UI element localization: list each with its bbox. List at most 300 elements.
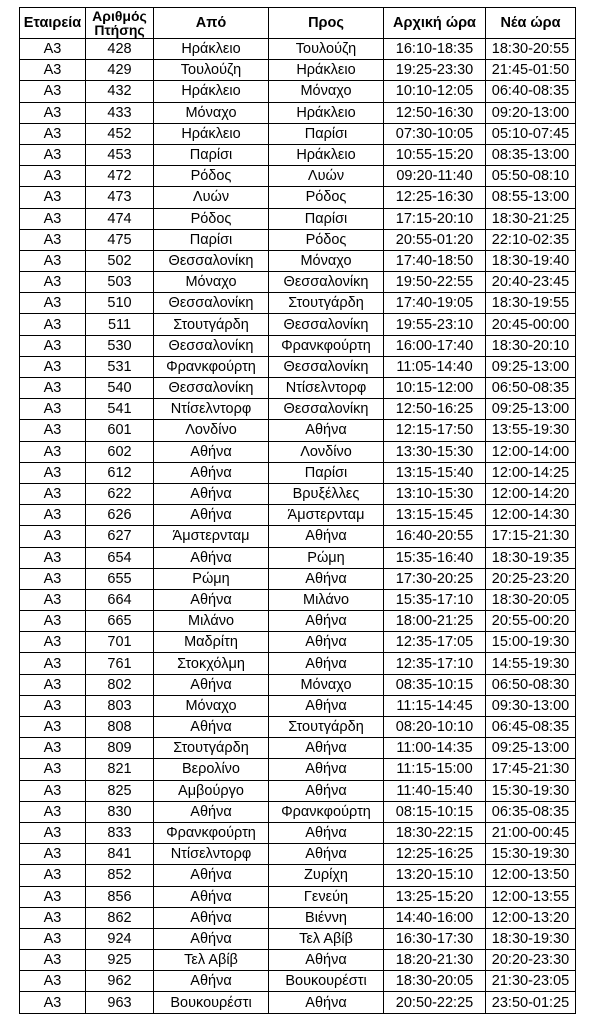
- table-row: [20, 928, 576, 949]
- airline-cell: A3: [20, 250, 86, 271]
- from-cell: Στουτγάρδη: [154, 738, 269, 759]
- airline-cell: A3: [20, 971, 86, 992]
- to-cell: Αθήνα: [269, 695, 384, 716]
- new-time-cell: 08:35-13:00: [486, 144, 576, 165]
- flight-number-cell: 654: [86, 547, 154, 568]
- airline-cell: A3: [20, 844, 86, 865]
- flight-number-cell: 530: [86, 335, 154, 356]
- to-cell: Θεσσαλονίκη: [269, 272, 384, 293]
- original-time-cell: 14:40-16:00: [384, 907, 486, 928]
- flight-number-cell: 856: [86, 886, 154, 907]
- original-time-cell: 08:20-10:10: [384, 717, 486, 738]
- table-header: [20, 8, 576, 39]
- from-cell: Αθήνα: [154, 886, 269, 907]
- new-time-cell: 18:30-20:55: [486, 39, 576, 60]
- to-cell: Αθήνα: [269, 632, 384, 653]
- new-time-cell: 20:40-23:45: [486, 272, 576, 293]
- to-cell: Λονδίνο: [269, 441, 384, 462]
- airline-cell: A3: [20, 483, 86, 504]
- from-cell: Ντίσελντορφ: [154, 844, 269, 865]
- table-row: [20, 314, 576, 335]
- from-cell: Ρόδος: [154, 208, 269, 229]
- table-row: [20, 547, 576, 568]
- new-time-cell: 12:00-13:50: [486, 865, 576, 886]
- original-time-cell: 11:00-14:35: [384, 738, 486, 759]
- airline-cell: A3: [20, 865, 86, 886]
- from-cell: Αθήνα: [154, 505, 269, 526]
- table-row: [20, 759, 576, 780]
- new-time-cell: 06:35-08:35: [486, 801, 576, 822]
- new-time-cell: 09:25-13:00: [486, 399, 576, 420]
- header-flight-number: [86, 8, 154, 39]
- new-time-cell: 13:55-19:30: [486, 420, 576, 441]
- new-time-cell: 15:00-19:30: [486, 632, 576, 653]
- to-cell: Βιέννη: [269, 907, 384, 928]
- from-cell: Μόναχο: [154, 272, 269, 293]
- to-cell: Βρυξέλλες: [269, 483, 384, 504]
- from-cell: Τελ Αβίβ: [154, 950, 269, 971]
- new-time-cell: 20:25-23:20: [486, 568, 576, 589]
- airline-cell: A3: [20, 166, 86, 187]
- table-row: [20, 695, 576, 716]
- from-cell: Ντίσελντορφ: [154, 399, 269, 420]
- table-row: [20, 907, 576, 928]
- airline-cell: A3: [20, 653, 86, 674]
- original-time-cell: 13:20-15:10: [384, 865, 486, 886]
- flight-number-cell: 962: [86, 971, 154, 992]
- table-row: [20, 39, 576, 60]
- table-row: [20, 717, 576, 738]
- airline-cell: A3: [20, 81, 86, 102]
- from-cell: Θεσσαλονίκη: [154, 250, 269, 271]
- new-time-cell: 06:45-08:35: [486, 717, 576, 738]
- new-time-cell: 18:30-21:25: [486, 208, 576, 229]
- flight-number-cell: 452: [86, 123, 154, 144]
- table-row: [20, 950, 576, 971]
- flight-number-cell: 862: [86, 907, 154, 928]
- flight-number-cell: 472: [86, 166, 154, 187]
- flight-number-cell: 511: [86, 314, 154, 335]
- airline-cell: A3: [20, 229, 86, 250]
- to-cell: Μόναχο: [269, 81, 384, 102]
- airline-cell: A3: [20, 399, 86, 420]
- new-time-cell: 05:50-08:10: [486, 166, 576, 187]
- table-row: [20, 801, 576, 822]
- table-row: [20, 229, 576, 250]
- flight-number-cell: 601: [86, 420, 154, 441]
- table-row: [20, 208, 576, 229]
- from-cell: Αθήνα: [154, 907, 269, 928]
- flight-number-cell: 473: [86, 187, 154, 208]
- table-row: [20, 483, 576, 504]
- airline-cell: A3: [20, 505, 86, 526]
- flight-number-cell: 802: [86, 674, 154, 695]
- to-cell: Βουκουρέστι: [269, 971, 384, 992]
- table-row: [20, 505, 576, 526]
- airline-cell: A3: [20, 123, 86, 144]
- flight-number-cell: 963: [86, 992, 154, 1013]
- table-row: [20, 293, 576, 314]
- from-cell: Αθήνα: [154, 865, 269, 886]
- header-airline: Εταιρεία: [20, 8, 86, 39]
- flight-number-cell: 474: [86, 208, 154, 229]
- flight-number-cell: 655: [86, 568, 154, 589]
- to-cell: Ζυρίχη: [269, 865, 384, 886]
- to-cell: Μόναχο: [269, 674, 384, 695]
- new-time-cell: 09:25-13:00: [486, 356, 576, 377]
- from-cell: Ρώμη: [154, 568, 269, 589]
- table-row: [20, 632, 576, 653]
- table-row: [20, 81, 576, 102]
- to-cell: Τουλούζη: [269, 39, 384, 60]
- to-cell: Αθήνα: [269, 738, 384, 759]
- to-cell: Αθήνα: [269, 950, 384, 971]
- flight-number-cell: 432: [86, 81, 154, 102]
- original-time-cell: 19:25-23:30: [384, 60, 486, 81]
- original-time-cell: 18:30-20:05: [384, 971, 486, 992]
- to-cell: Στουτγάρδη: [269, 717, 384, 738]
- airline-cell: A3: [20, 441, 86, 462]
- table-row: [20, 568, 576, 589]
- airline-cell: A3: [20, 293, 86, 314]
- new-time-cell: 12:00-14:20: [486, 483, 576, 504]
- table-row: [20, 272, 576, 293]
- to-cell: Λυών: [269, 166, 384, 187]
- to-cell: Αθήνα: [269, 526, 384, 547]
- header-row: [20, 8, 576, 39]
- new-time-cell: 12:00-14:30: [486, 505, 576, 526]
- original-time-cell: 12:35-17:05: [384, 632, 486, 653]
- flight-number-cell: 510: [86, 293, 154, 314]
- original-time-cell: 10:55-15:20: [384, 144, 486, 165]
- table-row: [20, 738, 576, 759]
- table-row: [20, 378, 576, 399]
- to-cell: Αθήνα: [269, 822, 384, 843]
- original-time-cell: 20:55-01:20: [384, 229, 486, 250]
- flight-number-cell: 761: [86, 653, 154, 674]
- airline-cell: A3: [20, 60, 86, 81]
- from-cell: Θεσσαλονίκη: [154, 293, 269, 314]
- from-cell: Λονδίνο: [154, 420, 269, 441]
- table-row: [20, 780, 576, 801]
- table-row: [20, 166, 576, 187]
- flight-number-cell: 540: [86, 378, 154, 399]
- airline-cell: A3: [20, 208, 86, 229]
- to-cell: Θεσσαλονίκη: [269, 399, 384, 420]
- to-cell: Άμστερνταμ: [269, 505, 384, 526]
- from-cell: Τουλούζη: [154, 60, 269, 81]
- from-cell: Ηράκλειο: [154, 39, 269, 60]
- flight-number-cell: 664: [86, 589, 154, 610]
- to-cell: Ρόδος: [269, 229, 384, 250]
- to-cell: Μιλάνο: [269, 589, 384, 610]
- airline-cell: A3: [20, 547, 86, 568]
- from-cell: Στουτγάρδη: [154, 314, 269, 335]
- airline-cell: A3: [20, 695, 86, 716]
- new-time-cell: 18:30-19:40: [486, 250, 576, 271]
- airline-cell: A3: [20, 759, 86, 780]
- original-time-cell: 16:30-17:30: [384, 928, 486, 949]
- airline-cell: A3: [20, 992, 86, 1013]
- table-row: [20, 971, 576, 992]
- new-time-cell: 18:30-20:05: [486, 589, 576, 610]
- original-time-cell: 11:15-15:00: [384, 759, 486, 780]
- table-row: [20, 992, 576, 1013]
- new-time-cell: 18:30-19:30: [486, 928, 576, 949]
- header-original-time: Αρχική ώρα: [384, 8, 486, 39]
- table-row: [20, 399, 576, 420]
- original-time-cell: 17:30-20:25: [384, 568, 486, 589]
- to-cell: Γενεύη: [269, 886, 384, 907]
- original-time-cell: 13:25-15:20: [384, 886, 486, 907]
- table-row: [20, 653, 576, 674]
- from-cell: Βερολίνο: [154, 759, 269, 780]
- flight-number-cell: 665: [86, 611, 154, 632]
- header-flight-number-line1: Αριθμός: [92, 8, 147, 24]
- original-time-cell: 12:25-16:30: [384, 187, 486, 208]
- new-time-cell: 09:20-13:00: [486, 102, 576, 123]
- new-time-cell: 18:30-19:55: [486, 293, 576, 314]
- flight-number-cell: 825: [86, 780, 154, 801]
- original-time-cell: 16:40-20:55: [384, 526, 486, 547]
- from-cell: Μαδρίτη: [154, 632, 269, 653]
- table-row: [20, 60, 576, 81]
- original-time-cell: 12:35-17:10: [384, 653, 486, 674]
- table-row: [20, 335, 576, 356]
- table-row: [20, 865, 576, 886]
- flight-number-cell: 453: [86, 144, 154, 165]
- airline-cell: A3: [20, 187, 86, 208]
- from-cell: Μόναχο: [154, 695, 269, 716]
- airline-cell: A3: [20, 335, 86, 356]
- to-cell: Τελ Αβίβ: [269, 928, 384, 949]
- table-row: [20, 356, 576, 377]
- flight-number-cell: 852: [86, 865, 154, 886]
- airline-cell: A3: [20, 356, 86, 377]
- flight-number-cell: 808: [86, 717, 154, 738]
- flight-number-cell: 433: [86, 102, 154, 123]
- to-cell: Φρανκφούρτη: [269, 335, 384, 356]
- original-time-cell: 10:10-12:05: [384, 81, 486, 102]
- from-cell: Παρίσι: [154, 229, 269, 250]
- flight-schedule-table: [19, 7, 576, 1014]
- new-time-cell: 12:00-13:20: [486, 907, 576, 928]
- to-cell: Παρίσι: [269, 462, 384, 483]
- original-time-cell: 16:00-17:40: [384, 335, 486, 356]
- flight-number-cell: 627: [86, 526, 154, 547]
- original-time-cell: 16:10-18:35: [384, 39, 486, 60]
- original-time-cell: 17:40-19:05: [384, 293, 486, 314]
- new-time-cell: 21:00-00:45: [486, 822, 576, 843]
- table-row: [20, 123, 576, 144]
- from-cell: Αθήνα: [154, 441, 269, 462]
- original-time-cell: 18:00-21:25: [384, 611, 486, 632]
- new-time-cell: 20:45-00:00: [486, 314, 576, 335]
- airline-cell: A3: [20, 144, 86, 165]
- from-cell: Φρανκφούρτη: [154, 356, 269, 377]
- new-time-cell: 20:20-23:30: [486, 950, 576, 971]
- flight-number-cell: 531: [86, 356, 154, 377]
- airline-cell: A3: [20, 272, 86, 293]
- flight-number-cell: 428: [86, 39, 154, 60]
- flight-number-cell: 475: [86, 229, 154, 250]
- original-time-cell: 19:50-22:55: [384, 272, 486, 293]
- to-cell: Αθήνα: [269, 992, 384, 1013]
- original-time-cell: 12:50-16:30: [384, 102, 486, 123]
- to-cell: Αθήνα: [269, 653, 384, 674]
- original-time-cell: 17:15-20:10: [384, 208, 486, 229]
- original-time-cell: 13:10-15:30: [384, 483, 486, 504]
- to-cell: Ηράκλειο: [269, 144, 384, 165]
- new-time-cell: 15:30-19:30: [486, 780, 576, 801]
- airline-cell: A3: [20, 462, 86, 483]
- table-row: [20, 420, 576, 441]
- table-row: [20, 187, 576, 208]
- to-cell: Ηράκλειο: [269, 102, 384, 123]
- airline-cell: A3: [20, 568, 86, 589]
- new-time-cell: 17:45-21:30: [486, 759, 576, 780]
- from-cell: Αμβούργο: [154, 780, 269, 801]
- new-time-cell: 08:55-13:00: [486, 187, 576, 208]
- to-cell: Αθήνα: [269, 420, 384, 441]
- airline-cell: A3: [20, 314, 86, 335]
- original-time-cell: 09:20-11:40: [384, 166, 486, 187]
- new-time-cell: 06:50-08:30: [486, 674, 576, 695]
- original-time-cell: 12:15-17:50: [384, 420, 486, 441]
- from-cell: Μόναχο: [154, 102, 269, 123]
- original-time-cell: 08:35-10:15: [384, 674, 486, 695]
- from-cell: Στοκχόλμη: [154, 653, 269, 674]
- flight-number-cell: 809: [86, 738, 154, 759]
- new-time-cell: 12:00-13:55: [486, 886, 576, 907]
- from-cell: Λυών: [154, 187, 269, 208]
- from-cell: Αθήνα: [154, 589, 269, 610]
- flight-number-cell: 841: [86, 844, 154, 865]
- table-row: [20, 822, 576, 843]
- original-time-cell: 11:15-14:45: [384, 695, 486, 716]
- original-time-cell: 11:40-15:40: [384, 780, 486, 801]
- table-row: [20, 611, 576, 632]
- original-time-cell: 13:15-15:40: [384, 462, 486, 483]
- original-time-cell: 13:15-15:45: [384, 505, 486, 526]
- flight-number-cell: 502: [86, 250, 154, 271]
- flight-number-cell: 803: [86, 695, 154, 716]
- original-time-cell: 10:15-12:00: [384, 378, 486, 399]
- table-row: [20, 102, 576, 123]
- table-row: [20, 886, 576, 907]
- original-time-cell: 13:30-15:30: [384, 441, 486, 462]
- new-time-cell: 05:10-07:45: [486, 123, 576, 144]
- to-cell: Ντίσελντορφ: [269, 378, 384, 399]
- original-time-cell: 12:50-16:25: [384, 399, 486, 420]
- from-cell: Ηράκλειο: [154, 123, 269, 144]
- header-flight-number-line2: Πτήσης: [94, 22, 145, 38]
- flight-number-cell: 612: [86, 462, 154, 483]
- table-body: [20, 39, 576, 1014]
- new-time-cell: 20:55-00:20: [486, 611, 576, 632]
- flight-number-cell: 830: [86, 801, 154, 822]
- to-cell: Παρίσι: [269, 208, 384, 229]
- from-cell: Αθήνα: [154, 547, 269, 568]
- new-time-cell: 06:40-08:35: [486, 81, 576, 102]
- airline-cell: A3: [20, 39, 86, 60]
- airline-cell: A3: [20, 717, 86, 738]
- flight-number-cell: 626: [86, 505, 154, 526]
- flight-number-cell: 821: [86, 759, 154, 780]
- original-time-cell: 19:55-23:10: [384, 314, 486, 335]
- to-cell: Ηράκλειο: [269, 60, 384, 81]
- new-time-cell: 21:45-01:50: [486, 60, 576, 81]
- new-time-cell: 18:30-20:10: [486, 335, 576, 356]
- original-time-cell: 12:25-16:25: [384, 844, 486, 865]
- from-cell: Βουκουρέστι: [154, 992, 269, 1013]
- from-cell: Ηράκλειο: [154, 81, 269, 102]
- new-time-cell: 12:00-14:25: [486, 462, 576, 483]
- airline-cell: A3: [20, 589, 86, 610]
- airline-cell: A3: [20, 780, 86, 801]
- to-cell: Στουτγάρδη: [269, 293, 384, 314]
- original-time-cell: 18:30-22:15: [384, 822, 486, 843]
- flight-number-cell: 602: [86, 441, 154, 462]
- new-time-cell: 09:30-13:00: [486, 695, 576, 716]
- airline-cell: A3: [20, 632, 86, 653]
- table-row: [20, 250, 576, 271]
- flight-number-cell: 503: [86, 272, 154, 293]
- from-cell: Παρίσι: [154, 144, 269, 165]
- original-time-cell: 07:30-10:05: [384, 123, 486, 144]
- new-time-cell: 14:55-19:30: [486, 653, 576, 674]
- to-cell: Αθήνα: [269, 780, 384, 801]
- from-cell: Θεσσαλονίκη: [154, 335, 269, 356]
- original-time-cell: 11:05-14:40: [384, 356, 486, 377]
- original-time-cell: 20:50-22:25: [384, 992, 486, 1013]
- new-time-cell: 09:25-13:00: [486, 738, 576, 759]
- from-cell: Άμστερνταμ: [154, 526, 269, 547]
- to-cell: Ρόδος: [269, 187, 384, 208]
- flight-number-cell: 429: [86, 60, 154, 81]
- airline-cell: A3: [20, 928, 86, 949]
- flight-number-cell: 924: [86, 928, 154, 949]
- to-cell: Θεσσαλονίκη: [269, 314, 384, 335]
- from-cell: Αθήνα: [154, 483, 269, 504]
- header-to: Προς: [269, 8, 384, 39]
- table-row: [20, 526, 576, 547]
- original-time-cell: 17:40-18:50: [384, 250, 486, 271]
- airline-cell: A3: [20, 738, 86, 759]
- airline-cell: A3: [20, 674, 86, 695]
- table-row: [20, 144, 576, 165]
- to-cell: Μόναχο: [269, 250, 384, 271]
- new-time-cell: 15:30-19:30: [486, 844, 576, 865]
- header-from: Από: [154, 8, 269, 39]
- table-row: [20, 462, 576, 483]
- from-cell: Ρόδος: [154, 166, 269, 187]
- to-cell: Φρανκφούρτη: [269, 801, 384, 822]
- airline-cell: A3: [20, 886, 86, 907]
- original-time-cell: 18:20-21:30: [384, 950, 486, 971]
- table-row: [20, 844, 576, 865]
- new-time-cell: 22:10-02:35: [486, 229, 576, 250]
- new-time-cell: 21:30-23:05: [486, 971, 576, 992]
- airline-cell: A3: [20, 102, 86, 123]
- to-cell: Αθήνα: [269, 844, 384, 865]
- to-cell: Αθήνα: [269, 568, 384, 589]
- new-time-cell: 06:50-08:35: [486, 378, 576, 399]
- new-time-cell: 17:15-21:30: [486, 526, 576, 547]
- flight-number-cell: 833: [86, 822, 154, 843]
- header-new-time: Νέα ώρα: [486, 8, 576, 39]
- to-cell: Ρώμη: [269, 547, 384, 568]
